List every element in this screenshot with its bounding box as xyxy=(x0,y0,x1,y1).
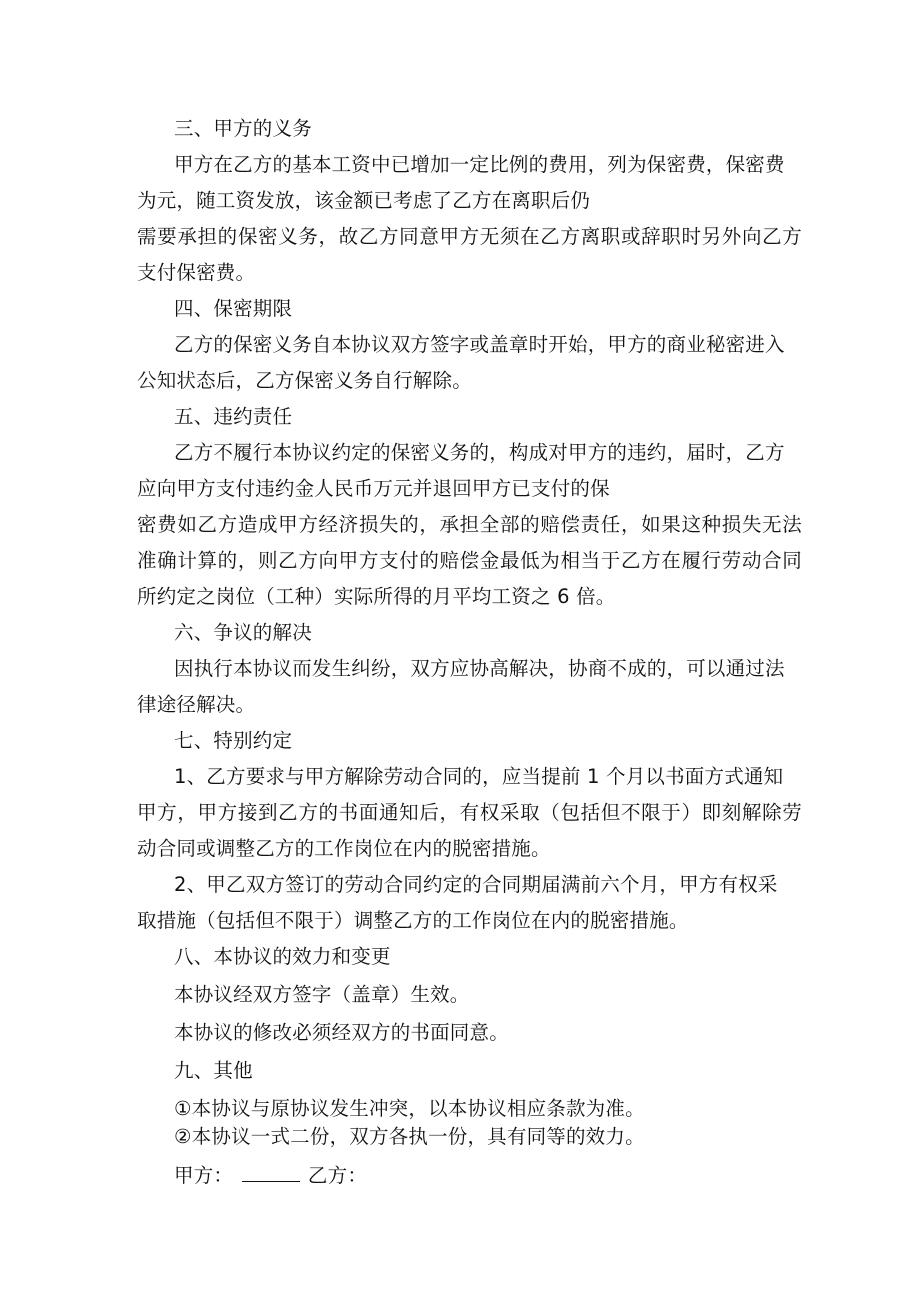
party-a-signature-blank xyxy=(242,1163,300,1182)
section-5-line-4: 准确计算的，则乙方向甲方支付的赔偿金最低为相当于乙方在履行劳动合同 xyxy=(137,549,802,572)
section-3-line-4: 支付保密费。 xyxy=(137,261,256,284)
section-7-item-1-line-3: 动合同或调整乙方的工作岗位在内的脱密措施。 xyxy=(137,837,551,860)
party-a-label: 甲方： xyxy=(174,1164,234,1187)
section-8-line-2: 本协议的修改必须经双方的书面同意。 xyxy=(174,1021,509,1044)
section-6-line-2: 律途径解决。 xyxy=(137,693,256,716)
section-7-item-1-line-2: 甲方，甲方接到乙方的书面通知后，有权采取（包括但不限于）即刻解除劳 xyxy=(137,801,802,824)
section-5-heading: 五、违约责任 xyxy=(174,405,293,428)
section-9-line-1: ①本协议与原协议发生冲突，以本协议相应条款为准。 xyxy=(174,1097,645,1120)
section-8-line-1: 本协议经双方签字（盖章）生效。 xyxy=(174,983,470,1006)
section-3-line-2: 为元，随工资发放，该金额已考虑了乙方在离职后仍 xyxy=(137,189,591,212)
section-3-heading: 三、甲方的义务 xyxy=(174,117,312,140)
section-5-line-5: 所约定之岗位（工种）实际所得的月平均工资之 6 倍。 xyxy=(137,585,616,608)
section-4-line-2: 公知状态后，乙方保密义务自行解除。 xyxy=(137,369,472,392)
section-9-line-2: ②本协议一式二份，双方各执一份，具有同等的效力。 xyxy=(174,1125,645,1148)
section-4-heading: 四、保密期限 xyxy=(174,297,293,320)
section-3-line-1: 甲方在乙方的基本工资中已增加一定比例的费用，列为保密费，保密费 xyxy=(174,153,785,176)
section-8-heading: 八、本协议的效力和变更 xyxy=(174,945,391,968)
party-b-label: 乙方： xyxy=(307,1164,368,1187)
section-7-item-1-line-1: 1、乙方要求与甲方解除劳动合同的，应当提前 1 个月以书面方式通知 xyxy=(174,765,784,788)
section-6-heading: 六、争议的解决 xyxy=(174,621,312,644)
signature-line xyxy=(174,1163,367,1188)
section-6-line-1: 因执行本协议而发生纠纷，双方应协高解决，协商不成的，可以通过法 xyxy=(174,657,785,680)
section-3-line-3: 需要承担的保密义务，故乙方同意甲方无须在乙方离职或辞职时另外向乙方 xyxy=(137,225,802,248)
section-5-line-1: 乙方不履行本协议约定的保密义务的，构成对甲方的违约，届时，乙方 xyxy=(174,441,785,464)
section-7-item-2-line-1: 2、甲乙双方签订的劳动合同约定的合同期届满前六个月，甲方有权采 xyxy=(174,873,778,896)
section-7-heading: 七、特别约定 xyxy=(174,729,293,752)
section-9-heading: 九、其他 xyxy=(174,1059,253,1082)
section-5-line-3: 密费如乙方造成甲方经济损失的，承担全部的赔偿责任，如果这种损失无法 xyxy=(137,513,802,536)
section-5-line-2: 应向甲方支付违约金人民币万元并退回甲方已支付的保 xyxy=(137,477,610,500)
section-7-item-2-line-2: 取措施（包括但不限于）调整乙方的工作岗位在内的脱密措施。 xyxy=(137,909,689,932)
section-4-line-1: 乙方的保密义务自本协议双方签字或盖章时开始，甲方的商业秘密进入 xyxy=(174,333,785,356)
